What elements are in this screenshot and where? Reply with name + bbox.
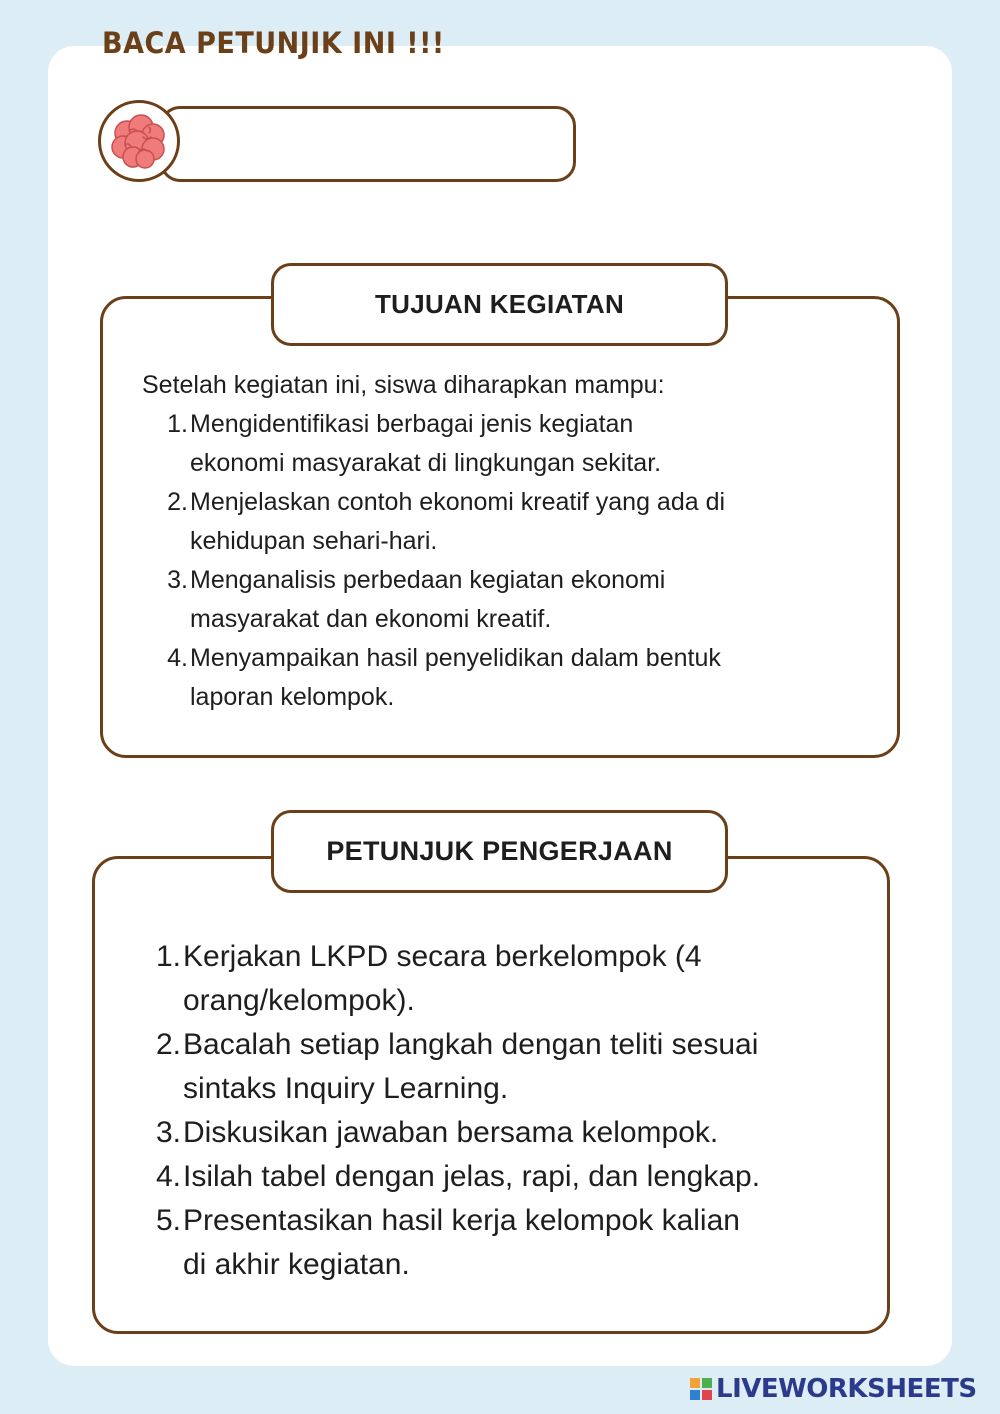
brain-icon: [98, 100, 180, 182]
list-item-number: 3.: [155, 1116, 181, 1149]
list-item-line: Menjelaskan contoh ekonomi kreatif yang ada di: [190, 488, 726, 516]
list-item-number: 3.: [167, 566, 188, 594]
instructions-tab: [271, 810, 728, 893]
list-item: [155, 1155, 873, 1199]
list-item: [155, 935, 873, 1023]
list-item-line: Diskusikan jawaban bersama kelompok.: [183, 1116, 719, 1149]
list-item-line: di akhir kegiatan.: [183, 1248, 410, 1281]
list-item-number: 4.: [155, 1160, 181, 1193]
list-item-line: ekonomi masyarakat di lingkungan sekitar.: [190, 449, 662, 477]
list-item-line: Isilah tabel dengan jelas, rapi, dan lengkap.: [183, 1160, 761, 1193]
objectives-tab: [271, 263, 728, 346]
objectives-list: [167, 405, 870, 717]
list-item: [167, 561, 870, 639]
list-item-line: Kerjakan LKPD secara berkelompok (4: [183, 940, 702, 973]
list-item-line: laporan kelompok.: [190, 683, 395, 711]
list-item-line: Menganalisis perbedaan kegiatan ekonomi: [190, 566, 666, 594]
header-pill: [160, 106, 576, 182]
liveworksheets-logo-icon: [690, 1378, 712, 1400]
header-title: BACA PETUNJIK INI !!!: [102, 26, 445, 61]
objectives-heading: TUJUAN KEGIATAN: [374, 289, 625, 319]
list-item: [155, 1023, 873, 1111]
list-item-number: 1.: [167, 410, 188, 438]
header-badge: [98, 100, 582, 188]
list-item: [155, 1199, 873, 1287]
list-item: [155, 1111, 873, 1155]
list-item-line: kehidupan sehari-hari.: [190, 527, 438, 555]
instructions-heading: PETUNJUK PENGERJAAN: [326, 836, 673, 866]
list-item-line: Mengidentifikasi berbagai jenis kegiatan: [190, 410, 634, 438]
list-item-line: masyarakat dan ekonomi kreatif.: [190, 605, 552, 633]
list-item-line: orang/kelompok).: [183, 984, 415, 1017]
list-item-number: 5.: [155, 1204, 181, 1237]
list-item-number: 4.: [167, 644, 188, 672]
list-item-line: Presentasikan hasil kerja kelompok kalian: [183, 1204, 740, 1237]
watermark-text: LIVEWORKSHEETS: [716, 1374, 977, 1404]
list-item-line: Bacalah setiap langkah dengan teliti sesuai: [183, 1028, 759, 1061]
list-item-number: 1.: [155, 940, 181, 973]
instructions-list: [155, 935, 873, 1287]
objectives-intro: Setelah kegiatan ini, siswa diharapkan mampu:: [142, 371, 665, 399]
list-item-number: 2.: [167, 488, 188, 516]
list-item-number: 2.: [155, 1028, 181, 1061]
list-item: [167, 483, 870, 561]
list-item-line: sintaks Inquiry Learning.: [183, 1072, 509, 1105]
list-item: [167, 405, 870, 483]
list-item: [167, 639, 870, 717]
list-item-line: Menyampaikan hasil penyelidikan dalam bentuk: [190, 644, 721, 672]
liveworksheets-watermark[interactable]: [690, 1372, 977, 1406]
